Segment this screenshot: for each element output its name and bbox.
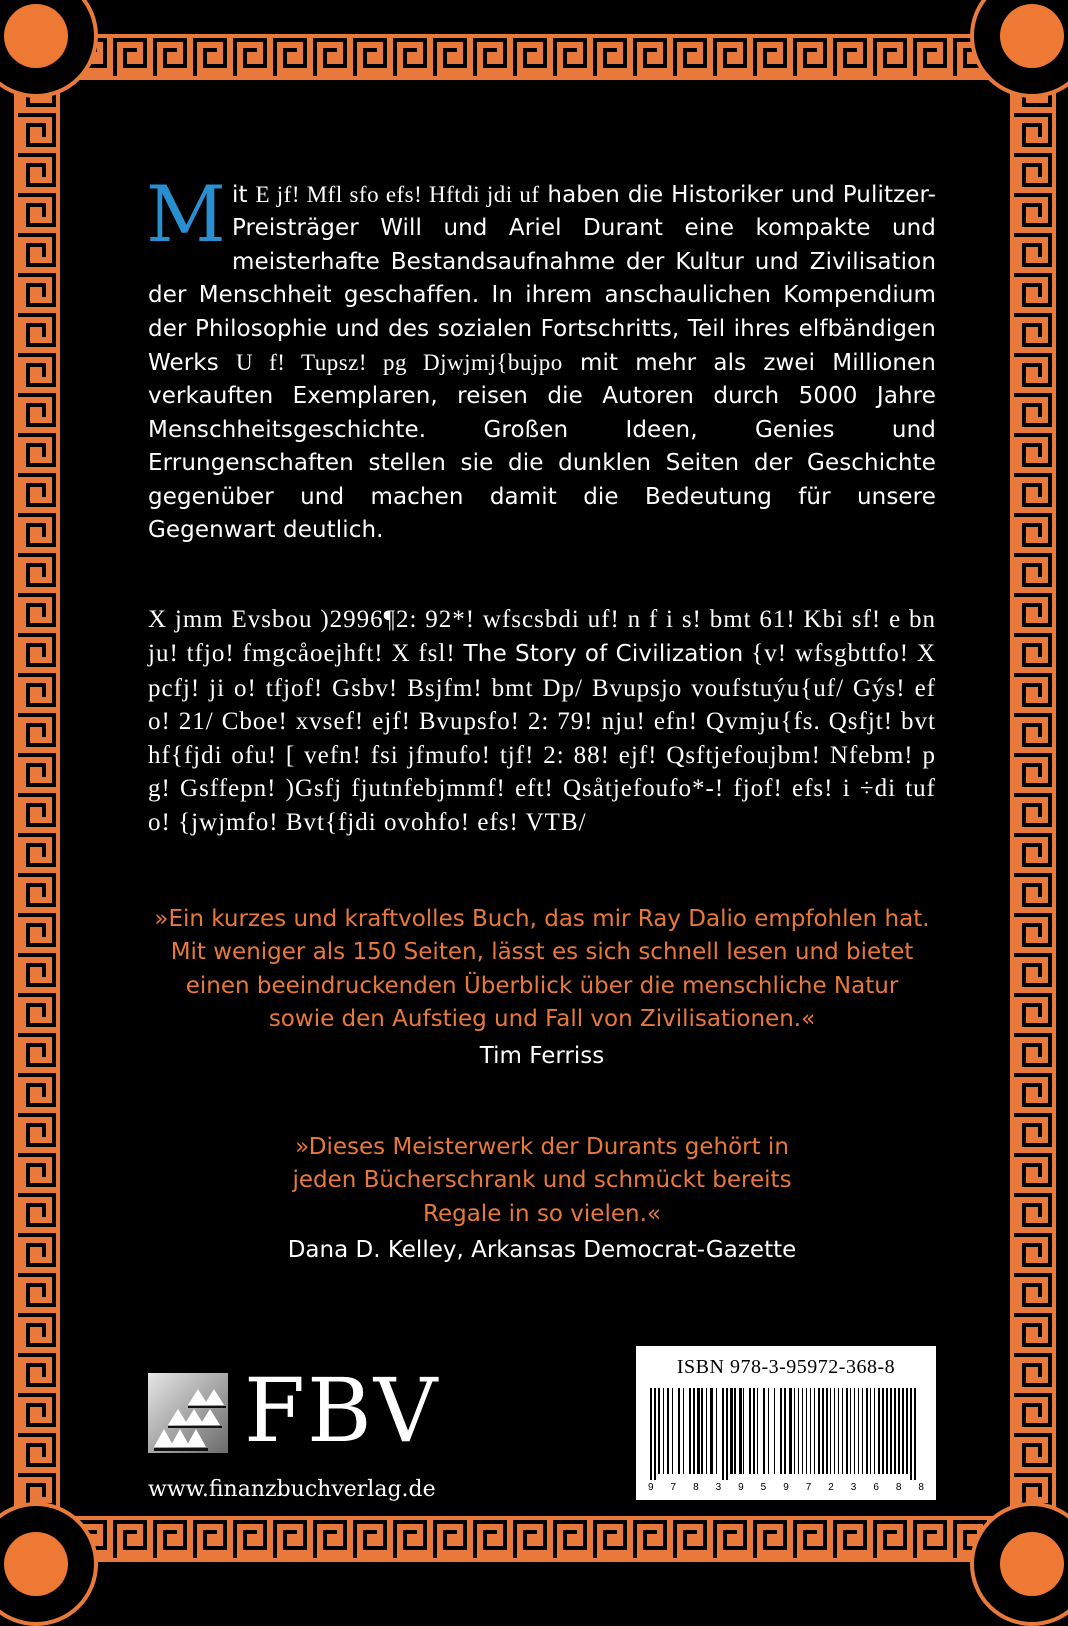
- publisher-mark-icon: [148, 1373, 228, 1453]
- bio-text-2: {v! wfsgbttfo! X pcfj! ji o! tfjof! Gsbv! Bsjfm! bmt Dp/ Bvupsjo voufstuýu{uf/ Gýs! efo! 21/ Cboe! xvsef! ejf! Bvupsfo! 2: 79! nju! efn! Qvmju{fs. Qsfjt! bvthf{fjdi ofu! [ vefn! fsi jfmufo! tjf! 2: 88! ejf! Qsftjefoujbm! Nfebm! pg! Gsffepn! )Gsfj fjutnfebjmmf! eft! Qsåtjefoufo*-! fjof! efs! i ÷di tufo! {jwjmfo! Bvt{fjdi ovohfo! efs! VTB/: [148, 640, 937, 837]
- barcode-digit: 8: [895, 1482, 902, 1493]
- barcode-digit: 3: [715, 1482, 722, 1493]
- intro-text-3: mit mehr als zwei Millionen verkauften Exemplaren, reisen die Autoren durch 5000 Jahre Menschheitsgeschichte. Großen Ideen, Genies und Errungenschaften stellen sie die dunklen Seiten der Geschichte gegenüber und machen damit die Bedeutung für unsere Gegenwart deutlich.: [148, 350, 936, 544]
- bio-text-1: X jmm Evsbou )2996¶2: 92*! wfscsbdi uf! n f i s! bmt 61! Kbi sf! e bn ju! tfjo! fmgcåoejhft! X fsl!: [148, 606, 936, 668]
- blurb-content: [146, 170, 937, 840]
- barcode-digit: 7: [805, 1482, 812, 1493]
- meander-border-right: [1006, 0, 1058, 1600]
- intro-text-2: haben die Historiker und Pulitzer-Preisträger Will und Ariel Durant eine kompakte und meisterhafte Bestandsaufnahme der Kultur und Zivilisation der Menschheit geschaffen. In ihrem anschaulichen Kompendium der Philosophie und des sozialen Fortschritts, Teil ihres elfbändigen Werks: [148, 182, 936, 377]
- drop-cap: M: [146, 170, 226, 260]
- barcode-digit: 9: [738, 1482, 744, 1493]
- garbled-series-title: U f! Tupsz! pg Djwjmj{bujpo: [235, 350, 563, 376]
- quote-author: Dana D. Kelley, Arkansas Democrat-Gazette: [287, 1237, 797, 1264]
- isbn-barcode: [636, 1346, 936, 1500]
- quote-author: Tim Ferriss: [479, 1042, 605, 1069]
- barcode-digit: 7: [670, 1482, 677, 1493]
- barcode-digit: 8: [693, 1482, 699, 1493]
- quote-block-1: [148, 903, 936, 1073]
- publisher-name: FBV: [244, 1359, 440, 1462]
- meander-border-left: [10, 0, 62, 1600]
- intro-text-1: it: [231, 182, 256, 208]
- garbled-book-title: E jf! Mfl sfo efs! Hftdi jdi uf: [255, 182, 540, 207]
- barcode-digit: 5: [760, 1482, 767, 1493]
- quote-block-2: [148, 1131, 936, 1268]
- quote-text: »Ein kurzes und kraftvolles Buch, das mir Ray Dalio empfohlen hat. Mit weniger als 150 Seiten, lässt es sich schnell lesen und bietet einen beeindruckenden Überblick über die menschliche Natur sowie den Aufstieg und Fall von Zivilisationen.«: [154, 906, 930, 1033]
- barcode-digit: 3: [850, 1482, 857, 1493]
- meander-border-bottom: [0, 1514, 1068, 1566]
- barcode-digits: [648, 1482, 924, 1493]
- isbn-label: ISBN 978-3-95972-368-8: [676, 1356, 896, 1378]
- quote-text: »Dieses Meisterwerk der Durants gehört in jeden Bücherschrank und schmückt bereits Regale in so vielen.«: [292, 1134, 792, 1227]
- barcode-bars: [648, 1388, 924, 1480]
- author-bio-paragraph: [148, 603, 936, 839]
- barcode-digit: 2: [828, 1482, 834, 1493]
- bio-series-title: The Story of Civilization: [463, 641, 744, 668]
- meander-border-top: [0, 32, 1068, 84]
- intro-paragraph: [146, 170, 936, 547]
- barcode-digit: 9: [648, 1482, 654, 1493]
- barcode-digit: 6: [873, 1482, 879, 1493]
- publisher-website: www.finanzbuchverlag.de: [148, 1477, 436, 1502]
- barcode-digit: 9: [783, 1482, 789, 1493]
- barcode-digit: 8: [918, 1482, 924, 1493]
